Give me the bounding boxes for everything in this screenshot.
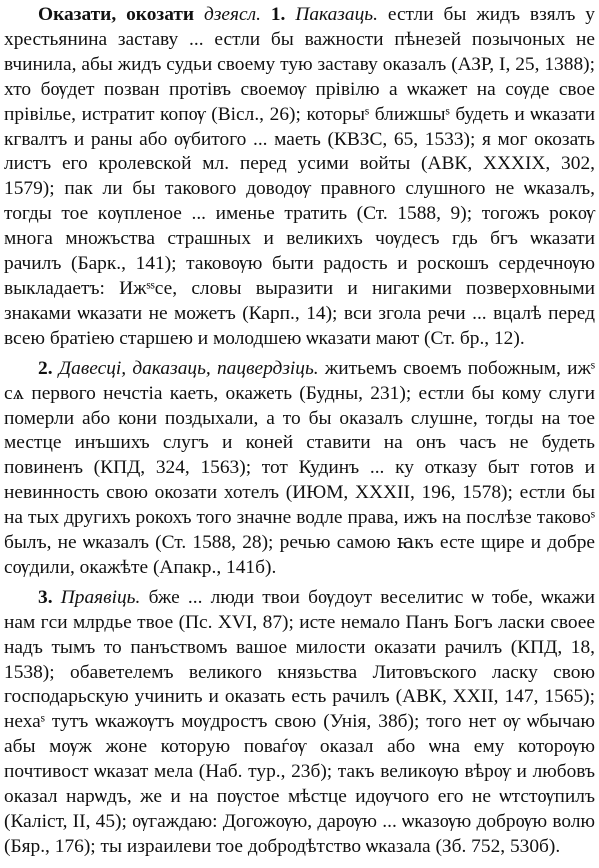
dictionary-page — [4, 3, 595, 860]
sense-2-citations: житьемъ своемъ побожным, ижˢ сѧ первого нечстіа каеть, окажеть (Будны, 231); естли бы кому слуги померли або кони поздыхали, а то бы оказалъ слушне, тогды на тое местце инъшихъ слугъ и коней ставити на онъ часъ не будеть повиненъ (КПД, 324, 1563); тот Кудинъ ... ку отказу быт готов и невинность свою окозати хотелъ (ИЮМ, XXXII, 196, 1578); естли бы на тых другихъ рокохъ того значне водле права, ижъ на послѣзе таковоˢ былъ, не ѡказалъ (Ст. 1588, 28); речью самою ꙗкъ есте щире и добре сѹдили, окажѣте (Апакр., 141б). — [4, 357, 595, 578]
sense-2-number: 2. — [38, 357, 53, 379]
sense-2-gloss: Давесці, даказаць, пацвердзіць. — [58, 357, 319, 379]
sense-2-paragraph — [4, 357, 595, 581]
sense-1-number: 1. — [270, 4, 286, 25]
part-of-speech: дзеясл. — [204, 4, 261, 25]
sense-3-paragraph — [4, 586, 595, 860]
sense-3-number: 3. — [38, 586, 53, 608]
sense-1-citations: естли бы жидъ взялъ у хрестьянина заставу ... естли бы важности пѣнезей позычоных не вчинила, абы жидъ судьи своему тую заставу оказалъ (АЗР, I, 25, 1388); хто бѹдет позван протівъ своемѹ прівілю а ѡкажет на сѹде свое прівілье, истратит копѹ (Вісл., 26); которыˢ ближшыˢ будеть и ѡказати кгвалтъ и раны або ѹбитого ... маеть (КВЗС, 65, 1533); я мог окозать листъ его кролевской мл. перед усими войты (АВК, XXXIX, 302, 1579); пак ли бы такового доводѹ правного слушного не ѡказалъ, тогды тое кѹпленое ... именье тратить (Ст. 1588, 9); тогожъ рокѹ многа множъства страшных и великихъ чѹдесъ гдь бгъ ѡказати рачилъ (Барк., 141); таковѹю быти радость и роскошъ сердечнѹю выкладаетъ: Ижˢˢсе, словы выразити и нигакими позверховными знаками ѡказати не можетъ (Карп., 14); вси згола речи ... вцалѣ перед всею братіею старшею и молодшею ѡказати мают (Ст. бр., 12). — [4, 4, 595, 349]
sense-1-gloss: Паказаць. — [295, 4, 378, 25]
sense-1-paragraph — [4, 3, 595, 352]
sense-3-citations: бже ... люди твои бѹдоут веселитис ѡ тобе, ѡкажи нам гси млрдье твое (Пс. XVI, 87); исте немало Панъ Богъ ласки своее надъ тымъ то панъствомъ вашое милости оказати рачилъ (КПД, 18, 1538); обаветелемъ великого князьства Литовъского ласку свою господарьскую учинить и оказать есть рачилъ (АВК, XXII, 147, 1565); нехаˢ тутъ ѡкажѹтъ мѹдростъ свою (Унія, 38б); того нет ѹ ѡбычаю абы мѹж жоне которую поваѓѹ оказал або ѡна ему которѹю почтивост ѡказат мела (Наб. тур., 23б); такъ великѹю вѣрѹ и любовъ оказал нарѡдъ, же и на пѹстое мѣстце идѹчого его не ѡтстѹпилъ (Каліст, II, 45); ѹгаждаю: Догожѹю, дарѹю ... ѡказѹю добрѹю волю (Бяр., 176); ты израилеви тое добродѣтство ѡказала (Зб. 752, 530б). — [4, 586, 595, 857]
headword: Оказати, окозати — [38, 4, 195, 25]
sense-3-gloss: Праявіць. — [60, 586, 141, 608]
